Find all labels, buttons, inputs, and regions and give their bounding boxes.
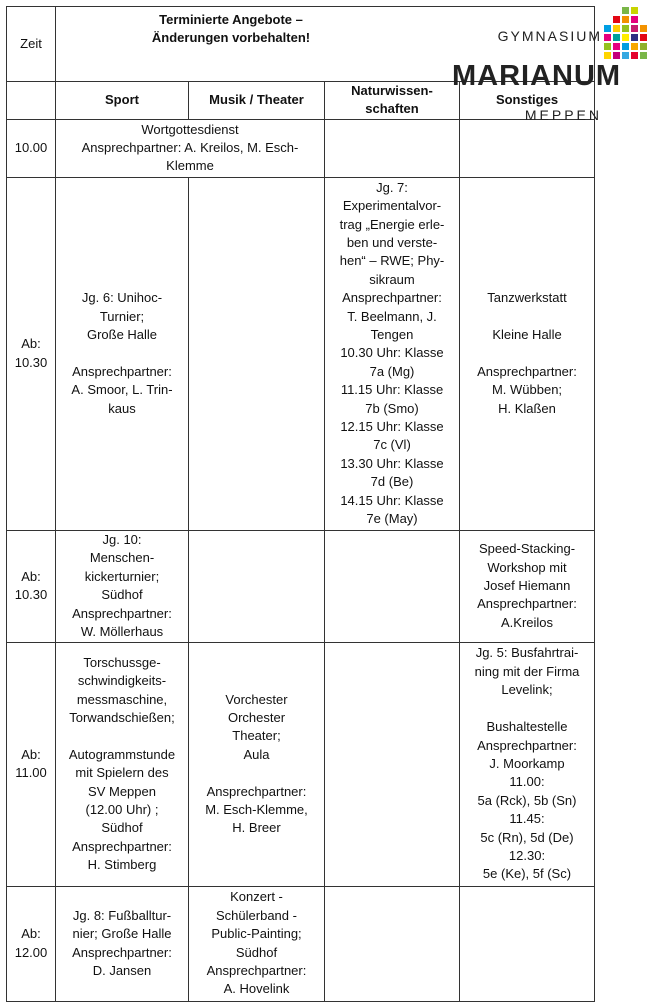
logo-line-3: MEPPEN: [524, 107, 602, 124]
logo-line-2: MARIANUM: [452, 59, 622, 92]
sport-cell: Jg. 10: Menschen- kickerturnier; Südhof Ansprechpartner: W. Möllerhaus: [56, 530, 189, 642]
naturwissenschaften-cell: [325, 642, 460, 886]
schedule-table: [6, 6, 622, 1002]
musik-theater-cell: [189, 530, 325, 642]
sport-cell: Jg. 6: Unihoc- Turnier; Große Halle Ansprechpartner: A. Smoor, L. Trin- kaus: [56, 177, 189, 530]
column-header-naturwissenschaften: Naturwissen- schaften: [325, 81, 460, 119]
column-header-sport: Sport: [56, 81, 189, 119]
column-header-sonstiges: Sonstiges: [460, 81, 595, 119]
time-cell: Ab: 10.30: [7, 177, 56, 530]
table-row: [7, 177, 595, 530]
table-row: [7, 886, 595, 1001]
table-row: [7, 530, 595, 642]
sport-cell: Jg. 8: Fußballtur- nier; Große Halle Ansprechpartner: D. Jansen: [56, 886, 189, 1001]
merged-event-cell: Wortgottesdienst Ansprechpartner: A. Kreilos, M. Esch- Klemme: [56, 119, 325, 177]
naturwissenschaften-cell: [325, 530, 460, 642]
sonstiges-cell: Speed-Stacking- Workshop mit Josef Hiemann Ansprechpartner: A.Kreilos: [460, 530, 595, 642]
zeit-header: Zeit: [7, 7, 56, 82]
header-empty-cell: [7, 81, 56, 119]
page-title: Terminierte Angebote – Änderungen vorbehalten!: [151, 12, 311, 45]
naturwissenschaften-cell: [325, 886, 460, 1001]
sonstiges-cell: [460, 886, 595, 1001]
sonstiges-cell: Tanzwerkstatt Kleine Halle Ansprechpartner: M. Wübben; H. Klaßen: [460, 177, 595, 530]
time-cell: Ab: 11.00: [7, 642, 56, 886]
musik-theater-cell: Vorchester Orchester Theater; Aula Ansprechpartner: M. Esch-Klemme, H. Breer: [189, 642, 325, 886]
naturwissenschaften-cell: Jg. 7: Experimentalvor- trag „Energie erle- ben und verste- hen“ – RWE; Phy- sikraum Ansprechpartner: T. Beelmann, J. Tengen 10.30 Uhr: Klasse 7a (Mg) 11.15 Uhr: Klasse 7b (Smo) 12.15 Uhr: Klasse 7c (Vl) 13.30 Uhr: Klasse 7d (Be) 14.15 Uhr: Klasse 7e (May): [325, 177, 460, 530]
time-cell: 10.00: [7, 119, 56, 177]
table-row: [7, 642, 595, 886]
naturwissenschaften-cell: [325, 119, 460, 177]
school-logo: [452, 10, 622, 142]
sonstiges-cell: Jg. 5: Busfahrtrai- ning mit der Firma Levelink; Bushaltestelle Ansprechpartner: J. Moorkamp 11.00: 5a (Rck), 5b (Sn) 11.45: 5c (Rn), 5d (De) 12.30: 5e (Ke), 5f (Sc): [460, 642, 595, 886]
logo-line-1: GYMNASIUM: [497, 28, 602, 45]
sport-cell: Torschussge- schwindigkeits- messmaschine, Torwandschießen; Autogrammstunde mit Spielern des SV Meppen (12.00 Uhr) ; Südhof Ansprechpartner: H. Stimberg: [56, 642, 189, 886]
musik-theater-cell: [189, 177, 325, 530]
column-header-musik: Musik / Theater: [189, 81, 325, 119]
logo-mosaic-icon: [604, 7, 648, 67]
musik-theater-cell: Konzert - Schülerband - Public-Painting; Südhof Ansprechpartner: A. Hovelink: [189, 886, 325, 1001]
time-cell: Ab: 10.30: [7, 530, 56, 642]
header-title-row: [7, 7, 595, 82]
time-cell: Ab: 12.00: [7, 886, 56, 1001]
